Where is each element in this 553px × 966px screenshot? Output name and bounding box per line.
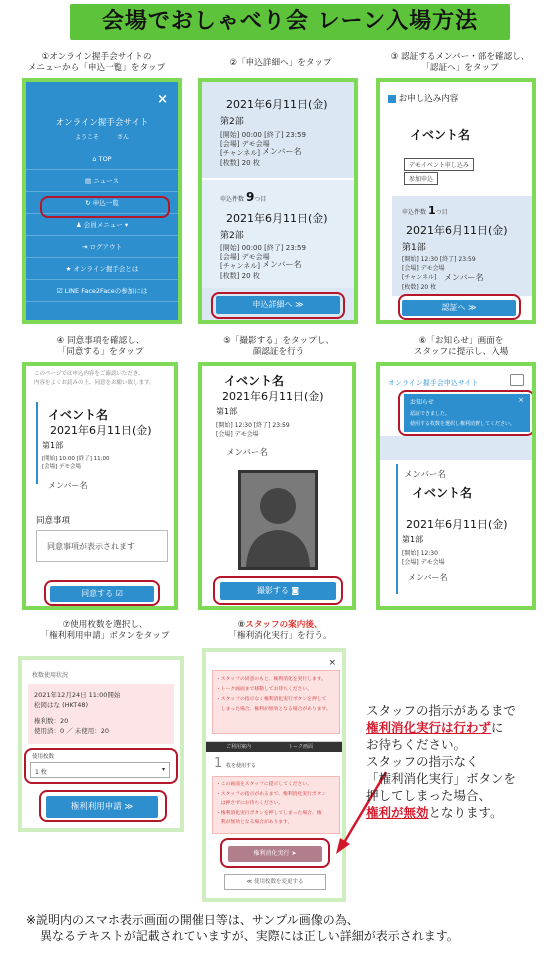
event-time: [開始] 10:00 [終了] 11:00 — [42, 456, 110, 462]
step-number: 1 — [214, 756, 223, 771]
menu-top[interactable]: ⌂ TOP — [26, 148, 178, 170]
tag-apply: 参加申込 — [404, 172, 438, 185]
event-time: [開始] 12:30 — [402, 550, 438, 557]
footnote: ※説明内のスマホ表示画面の開催日等は、サンプル画像の為、 異なるテキストが記載されていますが、実際には正しい詳細が表示されます。 — [26, 913, 459, 943]
usage-header: 枚数使用状況 — [32, 672, 69, 679]
event-time: [開始] 00:00 [終了] 23:59 — [220, 131, 306, 139]
apply-count: 申込件数 9つ目 — [220, 190, 267, 204]
highlight-select — [24, 748, 178, 784]
screen4 — [22, 362, 178, 610]
notice-box: お知らせ × 認証できました。 使用する枚数を選択し権利消費してください。 — [404, 394, 530, 432]
highlight-detail-button — [211, 292, 345, 319]
screen5 — [198, 362, 356, 610]
close-icon[interactable]: × — [157, 92, 168, 107]
person-icon — [238, 470, 318, 570]
change-count-button[interactable]: ≪ 使用枚数を変更する — [224, 874, 326, 890]
screen7 — [18, 656, 184, 832]
event-part: 第1部 — [402, 535, 424, 544]
caution-note: スタッフの指示があるまで 権利消化実行は行わずに お待ちください。 スタッフの指示なく 「権利消化実行」ボタンを 押してしまった場合、 権利が無効となります。 — [366, 703, 517, 820]
title-banner — [70, 4, 510, 40]
tab-guide[interactable]: ご利用案内 — [226, 744, 252, 750]
menu-member[interactable]: ♟ 会員メニュー ▾ — [26, 214, 178, 236]
apply-detail-button[interactable]: 申込詳細へ ≫ — [216, 296, 340, 314]
auth-button[interactable]: 認証へ ≫ — [402, 300, 516, 316]
close-icon[interactable]: × — [328, 658, 336, 668]
step3-caption: ③ 認証するメンバー・部を確認し、 「認証へ」をタップ — [390, 52, 530, 73]
event-venue-2: [会場] デモ会場 — [220, 253, 270, 261]
star-icon: ★ — [65, 265, 74, 273]
event-date: 2021年6月11日(金) — [226, 98, 328, 111]
user-icon: ♟ — [75, 221, 84, 229]
warning-box: ・この画面をスタッフに提示してください。 ・スタッフの指示があるまで、権利消化実行ボタン は押さずにお待ちください。 ・権利消化実行ボタンを押してしまった場合、権 利が無効となる場合があります。 — [212, 776, 340, 834]
select-label: 使用枚数 — [32, 754, 55, 760]
agree-box: 同意事項が表示されます — [36, 530, 168, 562]
screen8: × ・スタッフの同意のもと、権利消化を実行します。 ・トーク画面まで移動してお待ちください。 ・スタッフの指示なく権利消化実行ボタンを押して しまった場合、権利が無効となる場合があります。 ご利用案内 トーク画面 1 枚を使用する ・この画面をスタッフに提示してください。 ・スタッフの指示があるまで、権利消化実行ボタン は押さずにお待ちください。 ・権利消化実行ボタンを押してしまった場合、権 利が無効となる場合があります。 権利消化実行 ➤ ≪ 使用枚数を変更する — [202, 648, 346, 902]
member-name-2: メンバー名 — [408, 573, 448, 582]
event-name: イベント名 — [410, 128, 471, 142]
page-title: 会場でおしゃべり会 レーン入場方法 — [101, 9, 479, 34]
event-part: 第2部 — [220, 117, 244, 127]
event-date: 2021年6月11日(金) — [406, 518, 508, 531]
event-venue: [会場] デモ会場 — [42, 464, 82, 470]
news-icon: ▤ — [85, 177, 94, 185]
chevron-down-icon: ▾ — [161, 766, 165, 773]
ticket-count: [枚数] 20 枚 — [220, 159, 260, 167]
home-icon: ⌂ — [92, 155, 99, 163]
step4-caption: ④ 同意事項を確認し、 「同意する」をタップ — [56, 336, 145, 357]
apply-header: お申し込み内容 — [388, 92, 458, 104]
event-time: [開始] 12:30 [終了] 23:59 — [216, 422, 290, 429]
highlight-notice — [398, 390, 535, 436]
member-name: メンバー名 — [48, 481, 88, 490]
highlight-apply-button — [39, 790, 167, 822]
screen6 — [376, 362, 536, 610]
event-time-2: [開始] 00:00 [終了] 23:59 — [220, 244, 306, 252]
tab-talk[interactable]: トーク画面 — [288, 744, 314, 750]
member-name: メンバー名 — [262, 147, 302, 156]
event-part: 第1部 — [402, 243, 426, 253]
highlight-exec-button — [220, 838, 330, 868]
tag-demo: デモイベント申し込み — [404, 158, 474, 171]
event-part: 第1部 — [216, 407, 238, 416]
highlight-apply-list — [40, 196, 170, 218]
member-name: メンバー名 — [444, 273, 484, 282]
agree-title: 同意事項 — [36, 516, 71, 526]
step-label: 枚を使用する — [226, 763, 257, 769]
event-part-2: 第2部 — [220, 231, 244, 241]
agree-button[interactable]: 同意する ☑ — [50, 586, 154, 602]
count-select[interactable]: 1 枚 ▾ — [30, 762, 170, 778]
intro-text-2: 内容をよくお読みの上、同意をお願い致します。 — [34, 380, 155, 386]
logout-icon: ⇥ — [81, 243, 90, 251]
step1-caption: ①オンライン握手会サイトの メニューから「申込一覧」をタップ — [27, 52, 166, 73]
event-venue: [会場] デモ会場 — [216, 431, 259, 438]
face-placeholder — [238, 470, 318, 570]
screen3 — [376, 78, 536, 324]
member-name: メンバー名 — [404, 470, 446, 480]
apply-count: 申込件数 1つ目 — [402, 204, 448, 217]
member-name: メンバー名 — [226, 448, 268, 458]
event-date: 2021年6月11日(金) — [50, 424, 152, 437]
step7-caption: ⑦使用枚数を選択し、 「権利利用申請」ボタンをタップ — [40, 620, 170, 641]
menu-line[interactable]: ☑ LINE Face2Faceの参加には — [26, 280, 178, 302]
list-icon: ↻ — [85, 199, 93, 207]
event-date-2: 2021年6月11日(金) — [226, 212, 328, 225]
intro-text-1: このページでは申込内容をご確認いただき、 — [34, 371, 144, 377]
check-icon: ☑ — [115, 589, 123, 598]
screen2 — [198, 78, 358, 324]
event-name: イベント名 — [48, 408, 109, 422]
step6-caption: ⑥「お知らせ」画面を スタッフに提示し、入場 — [413, 336, 509, 357]
member-name-2: メンバー名 — [262, 260, 302, 269]
site-title: オンライン握手会申込サイト — [388, 379, 479, 387]
ticket-count-2: [枚数] 20 枚 — [220, 272, 260, 280]
usage-box: 2021年12月24日 11:00開始 松岡はな (HKT48) 権利数：20 使用済：0 ／ 未使用：20 — [28, 684, 174, 744]
event-channel: [チャンネル] — [402, 274, 437, 281]
event-date: 2021年6月11日(金) — [222, 390, 324, 403]
event-name: イベント名 — [224, 374, 285, 388]
event-part: 第1部 — [42, 441, 64, 450]
menu-logout[interactable]: ⇥ ログアウト — [26, 236, 178, 258]
event-channel-2: [チャンネル] — [220, 262, 261, 270]
event-venue: [会場] デモ会場 — [220, 140, 270, 148]
step5-caption: ⑤「撮影する」をタップし、 顔認証を行う — [223, 336, 334, 357]
menu-news[interactable]: ▤ ニュース — [26, 170, 178, 192]
camera-icon: ◙ — [291, 586, 300, 595]
event-date: 2021年6月11日(金) — [406, 224, 508, 237]
event-name: イベント名 — [412, 486, 473, 500]
site-title: オンライン握手会サイト — [55, 118, 149, 128]
menu-icon[interactable] — [510, 374, 524, 386]
event-channel: [チャンネル] — [220, 149, 261, 157]
notice-close-icon[interactable]: × — [518, 396, 524, 404]
event-venue: [会場] デモ会場 — [402, 265, 445, 272]
event-venue: [会場] デモ会場 — [402, 559, 445, 566]
rights-apply-button[interactable]: 権利利用申請 ≫ — [46, 796, 158, 818]
square-icon — [388, 95, 396, 103]
screen1 — [22, 78, 182, 324]
step2-caption: ②「申込詳細へ」をタップ — [229, 58, 332, 68]
highlight-shoot-button — [213, 576, 343, 605]
rocket-icon: ➤ — [291, 850, 297, 857]
highlight-agree-button — [44, 580, 160, 606]
highlight-auth-button — [398, 294, 521, 320]
exec-button[interactable]: 権利消化実行 ➤ — [228, 846, 322, 862]
checkbox-icon: ☑ — [56, 287, 65, 295]
menu-about[interactable]: ★ オンライン握手会とは — [26, 258, 178, 280]
shoot-button[interactable]: 撮影する ◙ — [220, 582, 336, 600]
event-time: [開始] 12:30 [終了] 23:59 — [402, 256, 476, 263]
ticket-count: [枚数] 20 枚 — [402, 284, 437, 291]
menu-apply-list[interactable]: ↻ 申込一覧 — [26, 192, 178, 214]
welcome-text: ようこそ さん — [74, 134, 129, 141]
step8-caption: ⑧スタッフの案内後、 「権利消化実行」を行う。 — [228, 620, 332, 641]
